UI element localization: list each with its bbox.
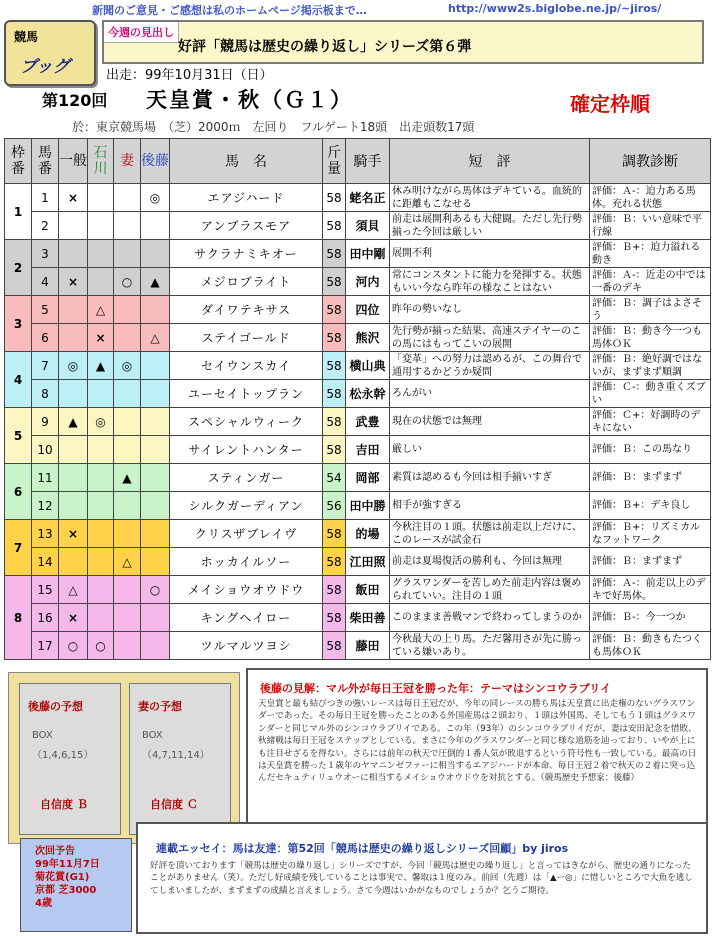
training-diagnosis: 評価：Ｂ+：デキ良し [590, 492, 711, 520]
kinryo: 58 [323, 576, 346, 604]
race-number: 第120回 [42, 91, 108, 110]
race-name: 天皇賞・秋（Ｇ１） [146, 88, 353, 112]
jockey-name: 蛯名正 [346, 184, 390, 212]
goto-box-label: BOX [32, 730, 53, 741]
header-waku: 枠番 [5, 139, 32, 184]
table-row [5, 408, 711, 436]
horse-number: 3 [32, 240, 59, 268]
header-umaban: 馬番 [32, 139, 59, 184]
header-kinryo: 斤量 [323, 139, 346, 184]
horse-name: ステイゴールド [170, 324, 323, 352]
training-diagnosis: 評価：Ｂ：まずまず [590, 548, 711, 576]
essay-body: 好評を頂いております「競馬は歴史の繰り返し」シリーズですが、今回「競馬は歴史の繰り返し」と言ってはきながら、歴史の通りになったことがありません（笑）。ただし好成績を残していることは事実で、馨取は１度のみ。前回（先週）は「▲ー◎」に惜しいところで大魚を逃してしまいましたが、まずまずの成績と言えましょう。さて今週はいかがなものでしょうか？乞うご期待。 [150, 861, 693, 896]
serial-essay [136, 822, 708, 934]
horse-number: 7 [32, 352, 59, 380]
mark-goto: ◎ [141, 184, 170, 212]
mark-ishikawa: ○ [88, 632, 114, 660]
mark-ishikawa: ◎ [88, 408, 114, 436]
training-diagnosis: 評価：Ｂ+：リズミカルなフットワーク [590, 520, 711, 548]
horse-number: 2 [32, 212, 59, 240]
training-diagnosis: 評価：Ａ-：迫力ある馬体。充れる状態 [590, 184, 711, 212]
header-goto: 後藤 [141, 139, 170, 184]
training-diagnosis: 評価：Ｂ：この馬なり [590, 436, 711, 464]
weekly-headline-box [102, 20, 704, 64]
horse-name: サクラナミキオー [170, 240, 323, 268]
mark-ishikawa [88, 520, 114, 548]
mark-ishikawa [88, 268, 114, 296]
waku-number: 7 [5, 520, 32, 576]
mark-ippan: ◎ [59, 352, 88, 380]
table-row [5, 604, 711, 632]
mark-tsuma [114, 296, 141, 324]
predictions-panel [8, 672, 240, 844]
training-diagnosis: 評価：Ｂ：絶好調ではないが、まずまず順調 [590, 352, 711, 380]
short-review: 休み明けながら馬体はデキている。血統的に距離もこなせる [390, 184, 590, 212]
mark-ippan: × [59, 604, 88, 632]
short-review: 素質は認めるも今回は相手揃いすぎ [390, 464, 590, 492]
header-tsuma: 妻 [114, 139, 141, 184]
waku-number: 8 [5, 576, 32, 660]
table-row [5, 436, 711, 464]
mark-tsuma [114, 212, 141, 240]
tsuma-box-label: BOX [142, 730, 163, 741]
mark-tsuma: ▲ [114, 464, 141, 492]
table-row [5, 548, 711, 576]
entries-table [4, 138, 711, 660]
table-row [5, 380, 711, 408]
next-age: 4歳 [35, 898, 52, 909]
mark-goto [141, 548, 170, 576]
horse-name: セイウンスカイ [170, 352, 323, 380]
horse-number: 9 [32, 408, 59, 436]
kinryo: 58 [323, 548, 346, 576]
waku-number: 3 [5, 296, 32, 352]
mark-ishikawa [88, 184, 114, 212]
table-row [5, 324, 711, 352]
mark-ippan: △ [59, 576, 88, 604]
kinryo: 58 [323, 520, 346, 548]
horse-number: 11 [32, 464, 59, 492]
horse-name: ホッカイルソー [170, 548, 323, 576]
horse-number: 10 [32, 436, 59, 464]
mark-goto [141, 464, 170, 492]
horse-name: サイレントハンター [170, 436, 323, 464]
mark-tsuma [114, 492, 141, 520]
horse-number: 4 [32, 268, 59, 296]
mark-goto: ○ [141, 576, 170, 604]
mark-goto [141, 296, 170, 324]
jockey-name: 四位 [346, 296, 390, 324]
mark-ishikawa [88, 548, 114, 576]
training-diagnosis: 評価：Ｃ+：好調時のデキにない [590, 408, 711, 436]
horse-name: クリスザブレイヴ [170, 520, 323, 548]
table-row [5, 576, 711, 604]
horse-number: 14 [32, 548, 59, 576]
kinryo: 58 [323, 324, 346, 352]
table-row [5, 240, 711, 268]
jockey-name: 松永幹 [346, 380, 390, 408]
mark-ippan [59, 380, 88, 408]
essay-heading: 連載エッセイ：馬は友達：第52回「競馬は歴史の繰り返しシリーズ回顧」by jiros [156, 842, 569, 855]
mark-tsuma [114, 632, 141, 660]
mark-ippan: × [59, 184, 88, 212]
next-date: 99年11月7日 [35, 859, 100, 870]
mark-tsuma [114, 184, 141, 212]
jockey-name: 吉田 [346, 436, 390, 464]
kinryo: 58 [323, 408, 346, 436]
table-row [5, 492, 711, 520]
training-diagnosis: 評価：Ｂ：いい意味で平行線 [590, 212, 711, 240]
short-review: 前走は夏場復活の勝利も、今回は無理 [390, 548, 590, 576]
mark-goto: ▲ [141, 268, 170, 296]
mark-ishikawa: × [88, 324, 114, 352]
logo-line1: 競馬 [14, 30, 39, 44]
mark-ippan: × [59, 520, 88, 548]
headline-text: 好評「競馬は歴史の繰り返し」シリーズ第６弾 [178, 39, 472, 55]
mark-ippan: ○ [59, 632, 88, 660]
horse-number: 8 [32, 380, 59, 408]
jockey-name: 熊沢 [346, 324, 390, 352]
short-review: 今秋注目の１頭。状態は前走以上だけに、このレースが試金石 [390, 520, 590, 548]
mark-ishikawa [88, 492, 114, 520]
jockey-name: 田中勝 [346, 492, 390, 520]
table-row [5, 268, 711, 296]
table-row [5, 632, 711, 660]
mark-ippan [59, 464, 88, 492]
race-date: 出走：99年10月31日（日） [106, 68, 273, 83]
waku-number: 6 [5, 464, 32, 520]
logo-line2: ブッグ [20, 57, 70, 77]
mark-goto: △ [141, 324, 170, 352]
horse-name: ツルマルツヨシ [170, 632, 323, 660]
header-diagnosis: 調教診断 [590, 139, 711, 184]
mark-ippan [59, 240, 88, 268]
short-review: このままま善戦マンで終わってしまうのか [390, 604, 590, 632]
training-diagnosis: 評価：Ｂ-：今一つか [590, 604, 711, 632]
header-horse-name: 馬 名 [170, 139, 323, 184]
next-course: 京都 芝3000 [35, 885, 97, 896]
mark-tsuma [114, 604, 141, 632]
kinryo: 58 [323, 184, 346, 212]
commentary-heading: 後藤の見解：マル外が毎日王冠を勝った年：テーマはシンコウラブリイ [260, 682, 611, 695]
kinryo: 58 [323, 632, 346, 660]
goto-prediction-card [19, 683, 121, 835]
short-review: 先行勢が揃った結果、高速ステイヤーのこの馬にはもってこいの展開 [390, 324, 590, 352]
headline-tag: 今週の見出し [104, 22, 179, 43]
short-review: 展開不利 [390, 240, 590, 268]
mark-tsuma: △ [114, 548, 141, 576]
tsuma-confidence: 自信度 Ｃ [150, 798, 198, 811]
mark-ishikawa [88, 576, 114, 604]
table-row [5, 464, 711, 492]
kinryo: 58 [323, 352, 346, 380]
short-review: グラスワンダーを苦しめた前走内容は褒められていい。注目の１頭 [390, 576, 590, 604]
short-review: 厳しい [390, 436, 590, 464]
mark-goto [141, 240, 170, 268]
table-row [5, 296, 711, 324]
table-row [5, 352, 711, 380]
short-review: 常にコンスタントに能力を発揮する。状態もいい今なら昨年の様なことはない [390, 268, 590, 296]
jockey-name: 武豊 [346, 408, 390, 436]
horse-number: 1 [32, 184, 59, 212]
horse-name: ダイワテキサス [170, 296, 323, 324]
notice-text: 新聞のご意見・ご感想は私のホームページ掲示板まで… [92, 4, 367, 17]
top-notice-bar [0, 0, 713, 18]
training-diagnosis: 評価：Ｂ：調子はよさそう [590, 296, 711, 324]
mark-ippan [59, 324, 88, 352]
mark-ippan [59, 492, 88, 520]
training-diagnosis: 評価：Ａ-：近走の中では一番のデキ [590, 268, 711, 296]
horse-name: スティンガー [170, 464, 323, 492]
short-review: ろんがい [390, 380, 590, 408]
mark-ippan [59, 548, 88, 576]
mark-goto [141, 212, 170, 240]
mark-ippan [59, 436, 88, 464]
mark-ippan: ▲ [59, 408, 88, 436]
status-label: 確定枠順 [570, 92, 650, 116]
jockey-name: 田中剛 [346, 240, 390, 268]
training-diagnosis: 評価：Ｃ-：動き重くズブい [590, 380, 711, 408]
horse-number: 17 [32, 632, 59, 660]
mark-ippan [59, 212, 88, 240]
horse-name: エアジハード [170, 184, 323, 212]
horse-name: シルクガーディアン [170, 492, 323, 520]
mark-tsuma: ○ [114, 268, 141, 296]
jockey-name: 岡部 [346, 464, 390, 492]
goto-confidence: 自信度 Ｂ [40, 798, 88, 811]
tsuma-prediction-title: 妻の予想 [138, 700, 182, 713]
mark-goto [141, 520, 170, 548]
tsuma-prediction-card [129, 683, 231, 835]
mark-ishikawa: ▲ [88, 352, 114, 380]
horse-name: ユーセイトップラン [170, 380, 323, 408]
jockey-name: 横山典 [346, 352, 390, 380]
goto-prediction-title: 後藤の予想 [28, 700, 83, 713]
horse-name: キングヘイロー [170, 604, 323, 632]
mark-tsuma [114, 576, 141, 604]
mark-goto [141, 604, 170, 632]
jockey-name: 的場 [346, 520, 390, 548]
mark-ishikawa [88, 212, 114, 240]
kinryo: 58 [323, 436, 346, 464]
mark-goto [141, 352, 170, 380]
race-conditions: 於：東京競馬場 （芝）2000ｍ 左回り フルゲート18頭 出走頭数17頭 [72, 120, 475, 134]
kinryo: 56 [323, 492, 346, 520]
mark-tsuma [114, 520, 141, 548]
waku-number: 1 [5, 184, 32, 240]
mark-tsuma [114, 380, 141, 408]
mark-goto [141, 492, 170, 520]
mark-tsuma [114, 408, 141, 436]
kinryo: 58 [323, 604, 346, 632]
goto-commentary [246, 668, 708, 824]
goto-box-numbers: （1,4,6,15） [32, 750, 94, 761]
horse-number: 5 [32, 296, 59, 324]
horse-name: メイショウオウドウ [170, 576, 323, 604]
jockey-name: 江田照 [346, 548, 390, 576]
training-diagnosis: 評価：Ｂ：動き今一つも馬体ＯＫ [590, 324, 711, 352]
kinryo: 58 [323, 268, 346, 296]
kinryo: 58 [323, 212, 346, 240]
next-race-preview [20, 838, 132, 932]
mark-ippan [59, 296, 88, 324]
homepage-url[interactable]: http://www2s.biglobe.ne.jp/~jiros/ [448, 2, 662, 15]
jockey-name: 柴田善 [346, 604, 390, 632]
mark-ishikawa [88, 604, 114, 632]
waku-number: 5 [5, 408, 32, 464]
short-review: 前走は展開利あるも大健闘。ただし先行勢揃った今回は厳しい [390, 212, 590, 240]
mark-tsuma [114, 324, 141, 352]
short-review: 昨年の勢いなし [390, 296, 590, 324]
header-ishikawa: 石川 [88, 139, 114, 184]
training-diagnosis: 評価：Ｂ：動きもたつくも馬体ＯＫ [590, 632, 711, 660]
tsuma-box-numbers: （4,7,11,14） [142, 750, 210, 761]
jockey-name: 河内 [346, 268, 390, 296]
horse-name: アンブラスモア [170, 212, 323, 240]
short-review: 今秋最大の上り馬。ただ馨用さが先に勝っている嫌いあり。 [390, 632, 590, 660]
kinryo: 58 [323, 380, 346, 408]
kinryo: 58 [323, 296, 346, 324]
short-review: 「変革」への努力は認めるが、この舞台で通用するかどうか疑問 [390, 352, 590, 380]
jockey-name: 藤田 [346, 632, 390, 660]
mark-ishikawa [88, 464, 114, 492]
jockey-name: 飯田 [346, 576, 390, 604]
mark-goto [141, 632, 170, 660]
mark-ishikawa [88, 240, 114, 268]
horse-number: 13 [32, 520, 59, 548]
waku-number: 2 [5, 240, 32, 296]
mark-ishikawa [88, 380, 114, 408]
mark-tsuma [114, 436, 141, 464]
newspaper-logo [4, 20, 96, 86]
header-jockey: 騎手 [346, 139, 390, 184]
jockey-name: 須貝 [346, 212, 390, 240]
waku-number: 4 [5, 352, 32, 408]
training-diagnosis: 評価：Ａ-：前走以上のデキで好馬体。 [590, 576, 711, 604]
mark-tsuma [114, 240, 141, 268]
mark-ishikawa [88, 436, 114, 464]
next-race: 菊花賞(G1) [35, 872, 90, 883]
header-ippan: 一般 [59, 139, 88, 184]
kinryo: 54 [323, 464, 346, 492]
training-diagnosis: 評価：Ｂ+：迫力溢れる動き [590, 240, 711, 268]
mark-tsuma: ◎ [114, 352, 141, 380]
next-label: 次回予告 [35, 846, 75, 857]
mark-ishikawa: △ [88, 296, 114, 324]
mark-ippan: × [59, 268, 88, 296]
horse-name: スペシャルウィーク [170, 408, 323, 436]
commentary-body: 天皇賞と最も結びつきの強いレースは毎日王冠だが、今年の同レースの勝ち馬は天皇賞に出走権のないグラスワンダーであった。その毎日王冠を勝ったことのある外国産馬は２頭おり、１頭は外国馬、そしてもう１頭はグラスワンダーと同じマル外のシンコウラブリイである。この年（93年）のシンコウラブリイだが、妻は安田記念を惜敗、秋緒戦は毎日王冠をステップとしている。まさに今年のグラスワンダーと同じ様な道筋を辿っており、いやが上にも注目せざるを得ない。さらには前年の秋天で圧倒的１番人気が敗退するという符号性も一致している。最高の日は天皇賞を勝った１歳年のヤマニンゼファーに相当するエアジハードが本命、毎日王冠２着で秋天の２着に突っ込んだセキュティリュウオーに相当するメイショウオウドウを対抗とする。（競馬歴史予想家：後藤） [258, 699, 697, 784]
table-row [5, 520, 711, 548]
mark-goto [141, 380, 170, 408]
short-review: 相手が強すぎる [390, 492, 590, 520]
header-review: 短 評 [390, 139, 590, 184]
horse-number: 16 [32, 604, 59, 632]
kinryo: 58 [323, 240, 346, 268]
short-review: 現在の状態では無理 [390, 408, 590, 436]
horse-number: 6 [32, 324, 59, 352]
horse-name: メジロブライト [170, 268, 323, 296]
training-diagnosis: 評価：Ｂ：まずまず [590, 464, 711, 492]
table-row [5, 212, 711, 240]
table-row [5, 184, 711, 212]
horse-number: 15 [32, 576, 59, 604]
mark-goto [141, 408, 170, 436]
table-header-row [5, 139, 711, 184]
horse-number: 12 [32, 492, 59, 520]
mark-goto [141, 436, 170, 464]
